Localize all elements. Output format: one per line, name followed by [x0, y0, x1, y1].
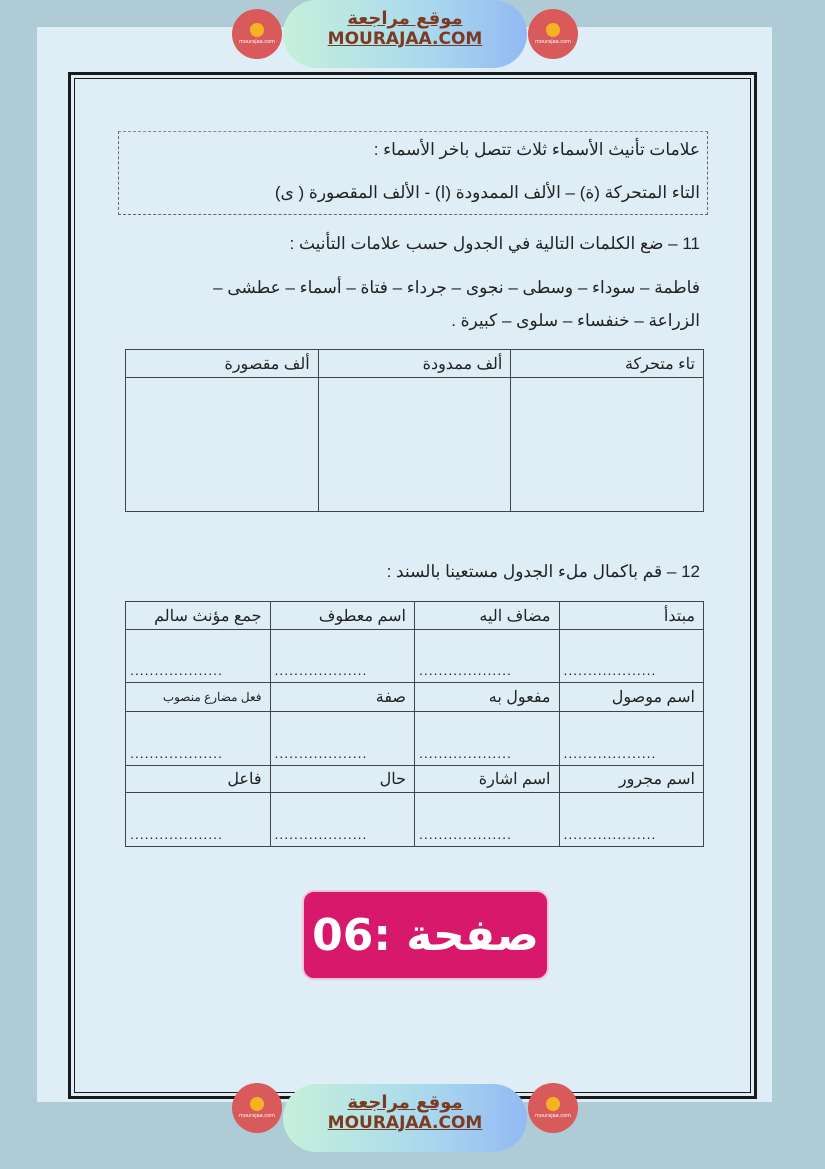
site-logo-left: mourajaa.com	[232, 9, 282, 59]
site-logo-right-footer: mourajaa.com	[528, 1083, 578, 1133]
site-name-en: MOURAJAA.COM	[327, 1113, 483, 1133]
answer-blank[interactable]: ...................	[415, 793, 560, 847]
answer-blank[interactable]: ...................	[559, 793, 704, 847]
intro-line1: علامات تأنيث الأسماء ثلاث تتصل باخر الأسماء :	[373, 140, 700, 159]
cell-label: اسم معطوف	[270, 602, 415, 630]
site-logo-left-footer: mourajaa.com	[232, 1083, 282, 1133]
site-name-ar: موقع مراجعة	[347, 1092, 463, 1113]
cell-label: اسم مجرور	[559, 766, 704, 793]
answer-blank[interactable]: ...................	[270, 793, 415, 847]
answer-blank[interactable]: ...................	[270, 630, 415, 683]
ex11-words-line2: الزراعة – خنفساء – سلوى – كبيرة .	[451, 311, 700, 330]
answer-blank[interactable]: ...................	[270, 712, 415, 766]
site-banner-top[interactable]	[283, 0, 527, 68]
ex11-title: 11 – ضع الكلمات التالية في الجدول حسب علامات التأنيث :	[289, 234, 700, 253]
answer-blank[interactable]: ...................	[559, 712, 704, 766]
answer-blank[interactable]: ...................	[126, 793, 271, 847]
answer-blank[interactable]: ...................	[126, 630, 271, 683]
cell-label: مفعول به	[415, 683, 560, 712]
ex11-table	[125, 349, 704, 512]
cell-label: حال	[270, 766, 415, 793]
site-logo-right: mourajaa.com	[528, 9, 578, 59]
cell-label: جمع مؤنث سالم	[126, 602, 271, 630]
site-name-en: MOURAJAA.COM	[327, 29, 483, 49]
answer-blank[interactable]: ...................	[415, 630, 560, 683]
ex12-table	[125, 601, 704, 847]
page-number-badge: صفحة :06	[302, 890, 549, 980]
ex12-title: 12 – قم باكمال ملء الجدول مستعينا بالسند :	[386, 562, 700, 581]
cell-label: مبتدأ	[559, 602, 704, 630]
answer-cell[interactable]	[318, 378, 511, 512]
col-header: ألف ممدودة	[318, 350, 511, 378]
cell-label: صفة	[270, 683, 415, 712]
answer-cell[interactable]	[511, 378, 704, 512]
site-banner-bottom[interactable]	[283, 1084, 527, 1152]
cell-label: فعل مضارع منصوب	[126, 683, 271, 712]
answer-cell[interactable]	[126, 378, 319, 512]
cell-label: اسم اشارة	[415, 766, 560, 793]
cell-label: مضاف اليه	[415, 602, 560, 630]
col-header: تاء متحركة	[511, 350, 704, 378]
site-name-ar: موقع مراجعة	[347, 8, 463, 29]
cell-label: فاعل	[126, 766, 271, 793]
answer-blank[interactable]: ...................	[415, 712, 560, 766]
col-header: ألف مقصورة	[126, 350, 319, 378]
answer-blank[interactable]: ...................	[126, 712, 271, 766]
intro-line2: التاء المتحركة (ة) – الألف الممدودة (ا) - الألف المقصورة ( ى)	[274, 183, 700, 202]
answer-blank[interactable]: ...................	[559, 630, 704, 683]
ex11-words-line1: فاطمة – سوداء – وسطى – نجوى – جرداء – فتاة – أسماء – عطشى –	[213, 278, 700, 297]
cell-label: اسم موصول	[559, 683, 704, 712]
